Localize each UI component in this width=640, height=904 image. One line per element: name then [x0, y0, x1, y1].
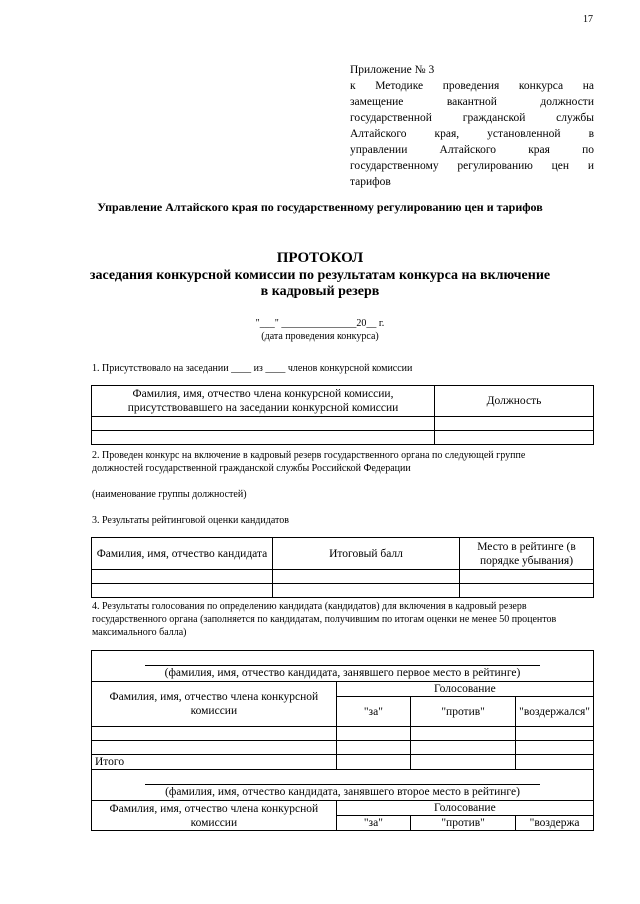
- appendix-line: государственному регулированию цен и: [350, 160, 594, 172]
- table-cell: [411, 741, 516, 755]
- table-cell: [92, 741, 337, 755]
- appendix-line: тарифов: [350, 176, 391, 188]
- first-candidate-row: [92, 651, 594, 682]
- vote-against-header: "против": [411, 816, 516, 831]
- table-cell: [411, 755, 516, 770]
- section4-line: государственного органа (заполняется по кандидатам, получившим по итогам оценки не менее 50 процентов: [92, 614, 557, 625]
- member-col-header: Фамилия, имя, отчество члена конкурсной комиссии: [92, 801, 337, 831]
- appendix-line: Приложение № 3: [350, 64, 435, 76]
- appendix-line: управлении Алтайского края по: [350, 144, 594, 156]
- section2-caption: (наименование группы должностей): [92, 489, 247, 500]
- appendix-line: замещение вакантной должности: [350, 96, 594, 108]
- table-cell: [336, 727, 410, 741]
- organization-name: Управление Алтайского края по государственному регулированию цен и тарифов: [97, 200, 543, 214]
- table-cell: [516, 741, 594, 755]
- table-cell: [460, 584, 594, 598]
- voting-header: Голосование: [336, 682, 593, 697]
- rating-name-header: Фамилия, имя, отчество кандидата: [92, 538, 273, 570]
- members-name-header: Фамилия, имя, отчество члена конкурсной комиссии, присутствовавшего на заседании конкурсной комиссии: [92, 386, 435, 417]
- appendix-line: к Методике проведения конкурса на: [350, 80, 594, 92]
- document-title: ПРОТОКОЛ: [276, 250, 364, 266]
- section2-line: должностей государственной гражданской службы Российской Федерации: [92, 463, 411, 474]
- table-cell: [435, 417, 594, 431]
- vote-abstained-header: "воздержа: [516, 816, 594, 831]
- rating-score-header: Итоговый балл: [273, 538, 460, 570]
- document-subtitle: [60, 268, 580, 300]
- date-line: "___" _______________20__ г.: [255, 318, 385, 329]
- appendix-line: государственной гражданской службы: [350, 112, 594, 124]
- table-cell: [92, 431, 435, 445]
- second-candidate-row: [92, 770, 594, 801]
- table-cell: [516, 727, 594, 741]
- section3-text: 3. Результаты рейтинговой оценки кандидатов: [92, 515, 289, 526]
- rating-place-header: Место в рейтинге (в порядке убывания): [460, 538, 594, 570]
- voting-table: [91, 650, 594, 831]
- table-cell: [336, 755, 410, 770]
- date-caption: (дата проведения конкурса): [261, 331, 379, 342]
- signature-line: [145, 665, 540, 666]
- table-cell: [273, 584, 460, 598]
- vote-for-header: "за": [336, 816, 410, 831]
- table-cell: [336, 741, 410, 755]
- appendix-note: [350, 62, 594, 190]
- vote-against-header: "против": [411, 697, 516, 727]
- voting-header: Голосование: [336, 801, 593, 816]
- member-col-header: Фамилия, имя, отчество члена конкурсной комиссии: [92, 682, 337, 727]
- table-cell: [460, 570, 594, 584]
- vote-abstained-header: "воздержался": [516, 697, 594, 727]
- table-cell: [92, 417, 435, 431]
- table-cell: [92, 727, 337, 741]
- total-label: Итого: [92, 755, 337, 770]
- second-candidate-caption: (фамилия, имя, отчество кандидата, занявшего второе место в рейтинге): [165, 786, 520, 798]
- table-cell: [435, 431, 594, 445]
- table-cell: [92, 570, 273, 584]
- table-cell: [516, 755, 594, 770]
- subtitle-line: в кадровый резерв: [260, 284, 380, 299]
- section4-line: максимального балла): [92, 627, 187, 638]
- members-position-header: Должность: [435, 386, 594, 417]
- table-cell: [92, 584, 273, 598]
- section1-text: 1. Присутствовало на заседании ____ из ____ членов конкурсной комиссии: [92, 363, 413, 374]
- members-table: [91, 385, 594, 445]
- section4-line: 4. Результаты голосования по определению кандидата (кандидатов) для включения в кадровый резерв: [92, 601, 527, 612]
- vote-for-header: "за": [336, 697, 410, 727]
- appendix-line: Алтайского края, установленной в: [350, 128, 594, 140]
- table-cell: [273, 570, 460, 584]
- section2-line: 2. Проведен конкурс на включение в кадровый резерв государственного органа по следующей группе: [92, 450, 526, 461]
- first-candidate-caption: (фамилия, имя, отчество кандидата, занявшего первое место в рейтинге): [164, 667, 521, 679]
- section2-text: [92, 449, 602, 475]
- page-number: 17: [583, 14, 593, 25]
- subtitle-line: заседания конкурсной комиссии по результатам конкурса на включение: [89, 268, 551, 283]
- section4-text: [92, 600, 602, 639]
- table-cell: [411, 727, 516, 741]
- rating-table: [91, 537, 594, 598]
- signature-line: [145, 784, 540, 785]
